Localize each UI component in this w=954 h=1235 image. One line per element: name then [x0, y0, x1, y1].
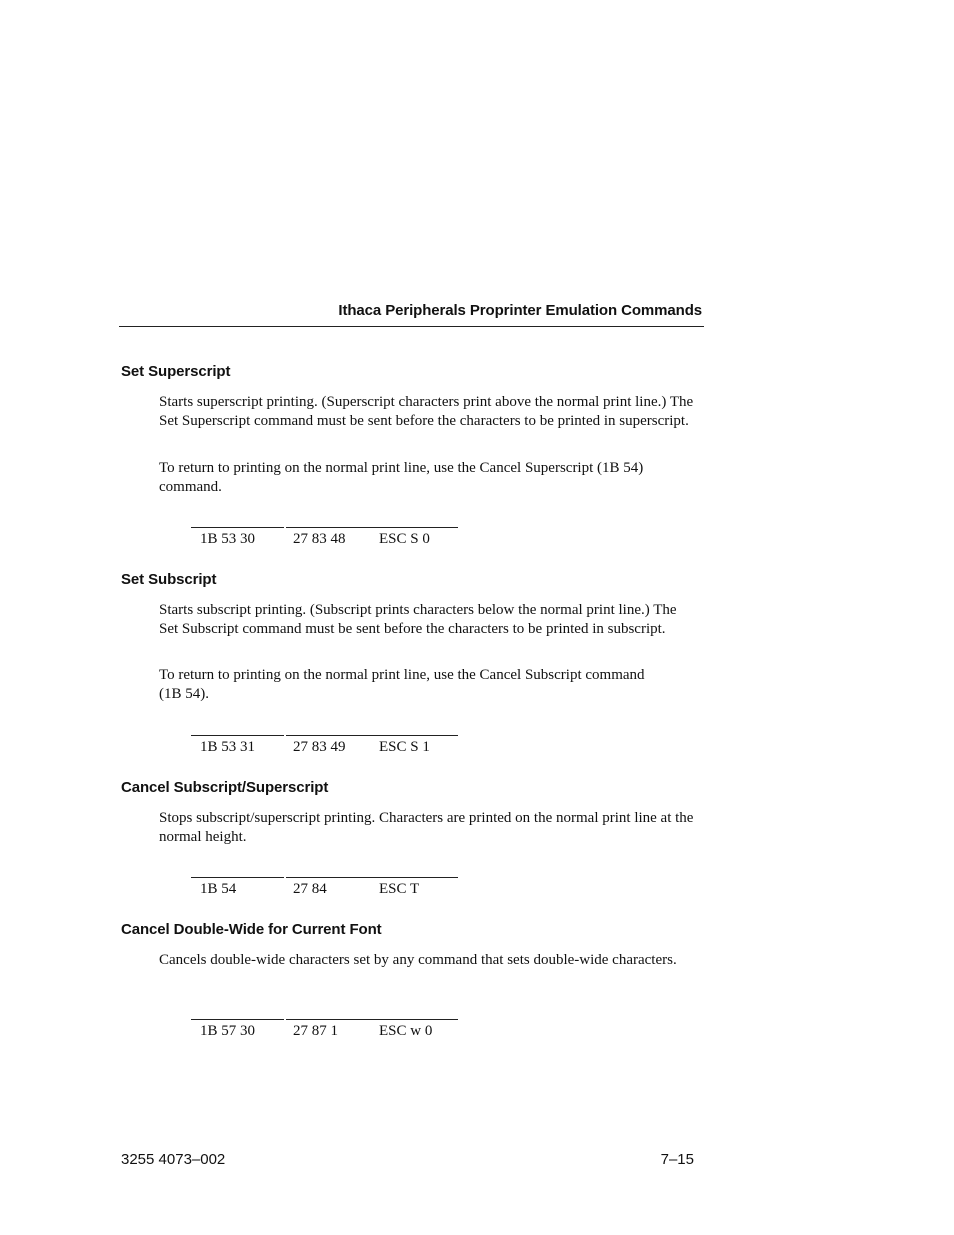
command-code-table — [191, 735, 458, 765]
command-code-table — [191, 877, 458, 907]
command-code-table — [191, 527, 458, 557]
section-heading: Set Subscript — [121, 571, 217, 588]
decimal-code: 27 83 49 — [293, 739, 346, 755]
hex-code: 1B 57 30 — [200, 1023, 256, 1039]
ascii-code: ESC S 1 — [379, 739, 430, 755]
section-paragraph: Starts subscript printing. (Subscript prints characters below the normal print line.) The Set Subscript command must be sent before the characters to be printed in subscript. — [159, 602, 677, 637]
code-rule — [191, 877, 284, 878]
code-rule — [191, 1019, 284, 1020]
section-heading: Cancel Double-Wide for Current Font — [121, 921, 382, 938]
code-rule — [286, 527, 458, 528]
decimal-code: 27 87 1 — [293, 1023, 338, 1039]
ascii-code: ESC S 0 — [379, 531, 430, 547]
code-rule — [286, 735, 458, 736]
code-rule — [191, 527, 284, 528]
command-code-table — [191, 1019, 458, 1049]
ascii-code: ESC T — [379, 881, 420, 897]
code-rule — [286, 1019, 458, 1020]
hex-code: 1B 54 — [200, 881, 237, 897]
ascii-code: ESC w 0 — [379, 1023, 433, 1039]
header-rule — [119, 326, 704, 327]
section-paragraph: To return to printing on the normal print line, use the Cancel Superscript (1B 54) command. — [159, 460, 644, 495]
section-paragraph: Starts superscript printing. (Superscript characters print above the normal print line.) The Set Superscript command must be sent before the characters to be printed in superscript. — [159, 394, 694, 429]
section-heading: Cancel Subscript/Superscript — [121, 779, 329, 796]
running-header-title: Ithaca Peripherals Proprinter Emulation Commands — [338, 302, 702, 319]
code-rule — [191, 735, 284, 736]
decimal-code: 27 84 — [293, 881, 327, 897]
document-number: 3255 4073–002 — [121, 1151, 226, 1168]
hex-code: 1B 53 30 — [200, 531, 256, 547]
hex-code: 1B 53 31 — [200, 739, 256, 755]
section-paragraph: To return to printing on the normal print line, use the Cancel Subscript command (1B 54). — [159, 667, 645, 702]
page-number: 7–15 — [660, 1151, 694, 1168]
code-rule — [286, 877, 458, 878]
section-heading: Set Superscript — [121, 363, 231, 380]
section-paragraph: Cancels double-wide characters set by any command that sets double-wide characters. — [159, 952, 677, 968]
section-paragraph: Stops subscript/superscript printing. Characters are printed on the normal print line at the normal height. — [159, 810, 694, 845]
decimal-code: 27 83 48 — [293, 531, 346, 547]
